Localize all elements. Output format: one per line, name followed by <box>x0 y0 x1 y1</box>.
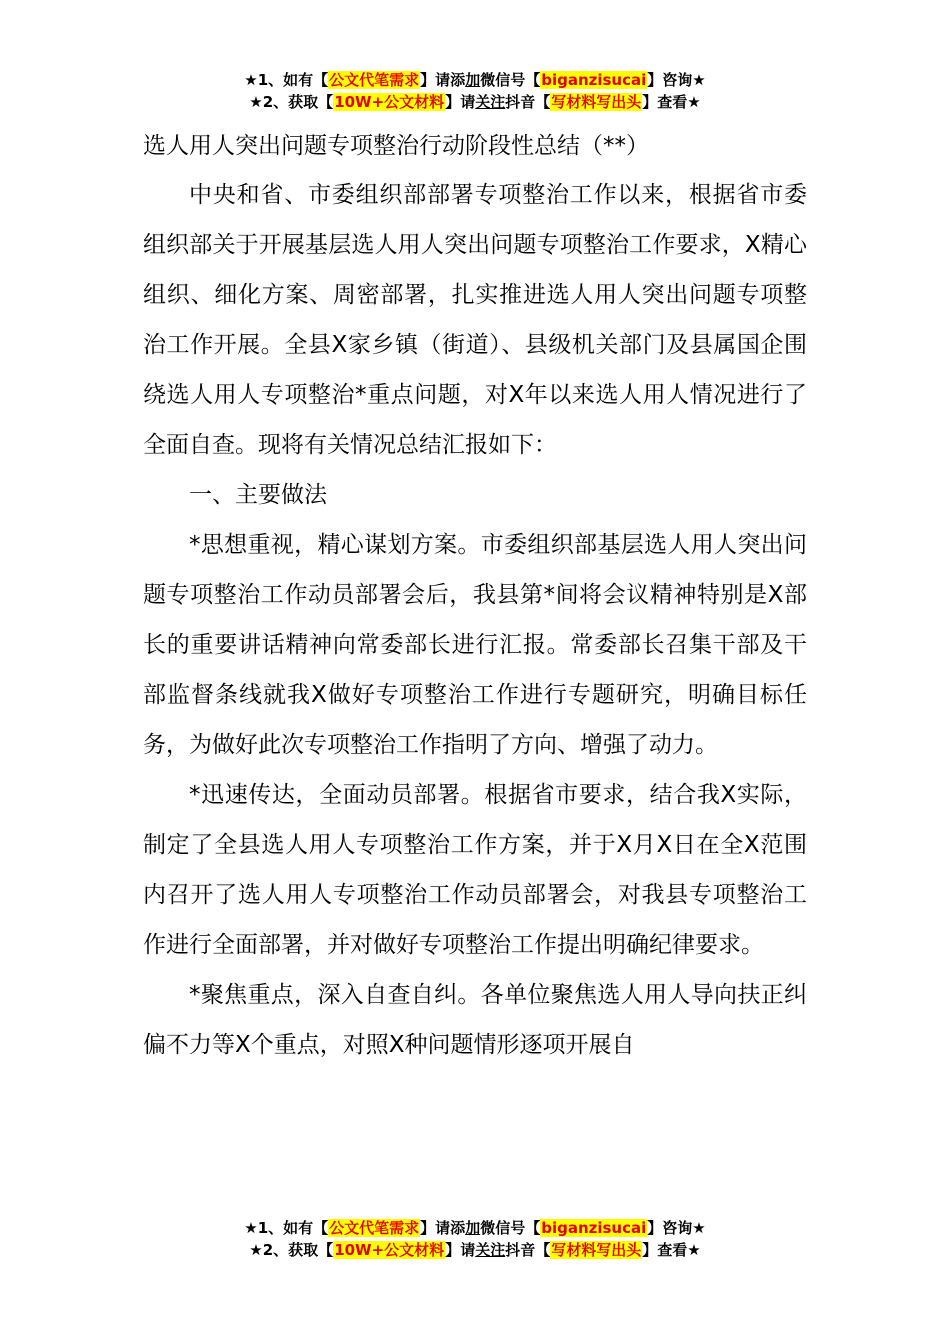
ad-text: 】请 <box>445 1241 476 1259</box>
ad-underlined-text: 关注 <box>475 93 506 111</box>
ad-underlined-text: 关注 <box>475 1241 506 1259</box>
ad-banner-bottom <box>0 1217 950 1261</box>
ad-text: 微信号【 <box>480 1219 541 1237</box>
ad-highlight: 公文代笔需求 <box>329 71 420 89</box>
document-title: 选人用人突出问题专项整治行动阶段性总结（**） <box>143 133 649 159</box>
ad-highlight-wechat-id: biganzisucai <box>541 1219 647 1237</box>
paragraph-intro: 中央和省、市委组织部部署专项整治工作以来，根据省市委组织部关于开展基层选人用人突出问题专项整治工作要求，X精心组织、细化方案、周密部署，扎实推进选人用人突出问题专项整治工作开展。全县X家乡镇（街道）、县级机关部门及县属国企围绕选人用人专项整治*重点问题，对X年以来选人用人情况进行了全面自查。现将有关情况总结汇报如下： <box>143 182 807 458</box>
ad-text: 】咨询★ <box>647 71 706 89</box>
section-heading: 一、主要做法 <box>189 482 327 508</box>
document-body <box>143 170 807 1070</box>
ad-highlight-wechat-id: biganzisucai <box>541 71 647 89</box>
ad-highlight-douyin-name: 写材料写出头 <box>551 93 642 111</box>
ad-text: ★2、获取【 <box>249 1241 334 1259</box>
ad-text: 微信号【 <box>480 71 541 89</box>
ad-line-1 <box>0 69 950 91</box>
ad-text: 】请添 <box>420 1219 466 1237</box>
paragraph-point-3: *聚焦重点，深入自查自纠。各单位聚焦选人用人导向扶正纠偏不力等X个重点，对照X种问题情形逐项开展自 <box>143 982 807 1058</box>
ad-line-2 <box>0 91 950 113</box>
ad-text: 】咨询★ <box>647 1219 706 1237</box>
ad-line-1 <box>0 1217 950 1239</box>
ad-text: 】请添 <box>420 71 466 89</box>
ad-text: ★1、如有【 <box>244 1219 329 1237</box>
ad-highlight: 10W+公文材料 <box>334 93 445 111</box>
ad-text: 抖音【 <box>505 1241 551 1259</box>
ad-underlined-text: 加 <box>465 71 481 89</box>
ad-line-2 <box>0 1239 950 1261</box>
ad-highlight: 10W+公文材料 <box>334 1241 445 1259</box>
ad-text: ★1、如有【 <box>244 71 329 89</box>
paragraph-point-1: *思想重视，精心谋划方案。市委组织部基层选人用人突出问题专项整治工作动员部署会后，我县第*间将会议精神特别是X部长的重要讲话精神向常委部长进行汇报。常委部长召集干部及干部监督条线就我X做好专项整治工作进行专题研究，明确目标任务，为做好此次专项整治工作指明了方向、增强了动力。 <box>143 532 807 758</box>
ad-text: 】查看★ <box>642 93 701 111</box>
ad-highlight-douyin-name: 写材料写出头 <box>551 1241 642 1259</box>
ad-banner-top <box>0 69 950 113</box>
paragraph-point-2: *迅速传达，全面动员部署。根据省市要求，结合我X实际，制定了全县选人用人专项整治工作方案，并于X月X日在全X范围内召开了选人用人专项整治工作动员部署会，对我县专项整治工作进行全面部署，并对做好专项整治工作提出明确纪律要求。 <box>143 782 807 958</box>
ad-text: 】查看★ <box>642 1241 701 1259</box>
ad-highlight: 公文代笔需求 <box>329 1219 420 1237</box>
ad-text: 】请 <box>445 93 476 111</box>
ad-text: ★2、获取【 <box>249 93 334 111</box>
ad-text: 抖音【 <box>505 93 551 111</box>
ad-underlined-text: 加 <box>465 1219 481 1237</box>
